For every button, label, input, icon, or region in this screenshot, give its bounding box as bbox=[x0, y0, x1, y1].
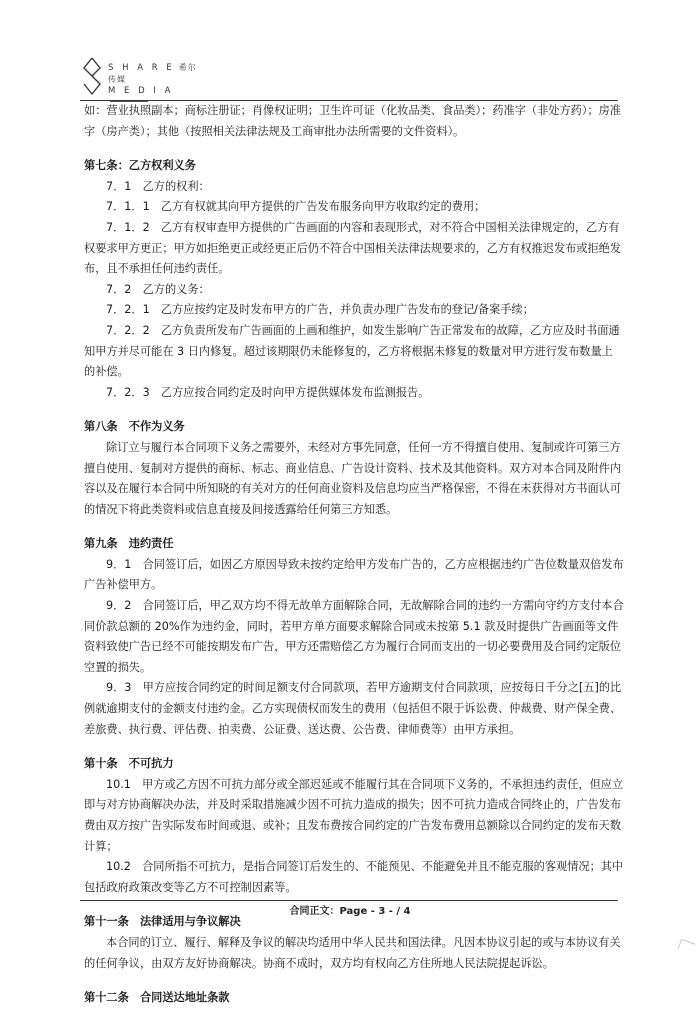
paragraph: 7．2．3 乙方应按合同约定及时向甲方提供媒体发布监测报告。 bbox=[106, 385, 430, 399]
scan-artifact bbox=[678, 939, 696, 954]
logo-en-bottom: M E D I A bbox=[108, 86, 174, 96]
section-heading: 第十二条 合同送达地址条款 bbox=[84, 991, 230, 1005]
paragraph: 如：营业执照副本；商标注册证；肖像权证明；卫生许可证（化妆品类、食品类）；药准字（非处方药）；房准字（房产类）；其他（按照相关法律法规及工商审批办法所需要的文件资料）。 bbox=[84, 104, 621, 138]
paragraph: 7．2．1 乙方应按约定及时发布甲方的广告，并负责办理广告发布的登记/备案手续； bbox=[106, 303, 534, 317]
paragraph: 10.1 甲方或乙方因不可抗力部分或全部迟延或不能履行其在合同项下义务的，不承担违约责任，但应立即与对方协商解决办法，并及时采取措施减少因不可抗力造成的损失；因不可抗力造成合同终止的，广告发布费由双方按广告实际发布时间或退、或补；且发布费按合同约定的广告发布费用总额除以合同约定的发布天数计算； bbox=[84, 777, 624, 853]
paragraph: 本合同的订立、履行、解释及争议的解决均适用中华人民共和国法律。凡因本协议引起的或与本协议有关的任何争议，由双方友好协商解决。协商不成时，双方均有权向乙方住所地人民法院提起诉讼。 bbox=[84, 935, 621, 970]
section-heading: 第十一条 法律适用与争议解决 bbox=[84, 915, 241, 929]
logo-cn: 希尔传媒 bbox=[108, 63, 197, 84]
share-media-logo-icon bbox=[80, 56, 104, 96]
page-footer: 合同正文：Page - 3 - / 4 bbox=[289, 906, 411, 917]
paragraph: 7．1．2 乙方有权审查甲方提供的广告画面的内容和表现形式，对不符合中国相关法律规定的，乙方有权要求甲方更正；甲方如拒绝更正或经更正后仍不符合中国相关法律法规要求的，乙方有权推迟发布或拒绝发布，且不承担任何违约责任。 bbox=[84, 220, 622, 276]
paragraph: 9．1 合同签订后，如因乙方原因导致未按约定给甲方发布广告的，乙方应根据违约广告位数量双倍发布广告补偿甲方。 bbox=[84, 557, 624, 592]
paragraph: 7．2．2 乙方负责所发布广告画面的上画和维护，如发生影响广告正常发布的故障，乙方应及时书面通知甲方并尽可能在 3 日内修复。超过该期限仍未能修复的，乙方将根据未修复的数量对甲方进行发布数量上的补偿。 bbox=[84, 323, 620, 379]
paragraph: 9．2 合同签订后，甲乙双方均不得无故单方面解除合同，无故解除合同的违约一方需向守约方支付本合同价款总额的 20%作为违约金，同时，若甲方单方面要求解除合同或未按第 5.1 款及时提供广告画面等文件资料致使广告已经不可能按期发布广告，甲方还需赔偿乙方为履行合同而支出的一切必要费用及合同约定版位空置的损失。 bbox=[84, 599, 624, 674]
section-heading: 第十条 不可抗力 bbox=[84, 757, 174, 771]
paragraph: 7．1．1 乙方有权就其向甲方提供的广告发布服务向甲方收取约定的费用； bbox=[106, 200, 486, 214]
section-heading: 第七条：乙方权利义务 bbox=[84, 159, 196, 173]
section-heading: 第九条 违约责任 bbox=[84, 537, 174, 551]
paragraph: 7．1 乙方的权利： bbox=[106, 179, 210, 193]
logo-en-top: S H A R E bbox=[108, 63, 175, 73]
paragraph: 7．2 乙方的义务： bbox=[106, 282, 210, 296]
footer-divider bbox=[80, 900, 618, 901]
header-logo bbox=[80, 56, 200, 100]
paragraph: 9．3 甲方应按合同约定的时间足额支付合同款项，若甲方逾期支付合同款项，应按每日千分之[五]的比例就逾期支付的金额支付违约金。乙方实现债权而发生的费用（包括但不限于诉讼费、仲裁费、财产保全费、差旅费、执行费、评估费、拍卖费、公证费、送达费、公告费、律师费等）由甲方承担。 bbox=[84, 681, 622, 736]
paragraph: 10.2 合同所指不可抗力，是指合同签订后发生的、不能预见、不能避免并且不能克服的客观情况；其中包括政府政策改变等乙方不可控制因素等。 bbox=[84, 860, 624, 894]
section-heading: 第八条 不作为义务 bbox=[84, 420, 185, 434]
paragraph: 除订立与履行本合同项下义务之需要外，未经对方事先同意，任何一方不得擅自使用、复制或许可第三方擅自使用、复制对方提供的商标、标志、商业信息、广告设计资料、技术及其他资料。双方对本合同及附件内容以及在履行本合同中所知晓的有关对方的任何商业资料及信息均应当严格保密，不得在未获得对方书面认可的情况下将此类资料或信息直接及间接透露给任何第三方知悉。 bbox=[84, 440, 622, 516]
contract-body bbox=[84, 101, 624, 1009]
